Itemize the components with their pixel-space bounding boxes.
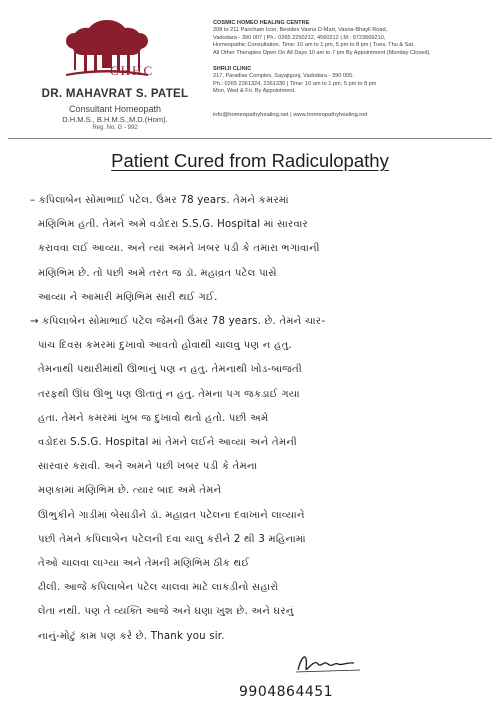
handwritten-line: પછી તેમને કપિલાબેન પટેલની દવા ચાલુ કરીને 2 થી 3 મહિનામાં xyxy=(38,533,306,545)
clinic-timing-line: Mon, Wed & Fri. By Appointment. xyxy=(213,88,296,95)
clinic-address-line: 208 to 211 Pancham Icon, Besides Vasna D-Mart, Vasna-Bhayli Road, xyxy=(213,27,388,34)
clinic-address-line: 217, Paradise Complex, Sayajigunj, Vadodara - 390 005. xyxy=(213,73,354,80)
page-title: Patient Cured from Radiculopathy xyxy=(111,150,389,171)
handwritten-line: લેતા નથી. પણ તે વ્યક્તિ આજે અને ઘણા ખુશ છે. અને ઘરનું xyxy=(38,606,294,618)
letterhead xyxy=(0,0,500,135)
handwritten-line: નાનું-મોટું કામ પણ કરે છે. Thank you sir. xyxy=(38,630,225,642)
handwritten-line: તેઓ ચાલવા લાગ્યા અને તેમની મણિભિમ ઠીક થઈ xyxy=(38,558,250,569)
handwritten-line: આવ્યા ને આમારી મણિભિમ સારી થઈ ગઈ. xyxy=(38,291,218,303)
clinic-address-shriji xyxy=(213,66,493,96)
handwritten-line: તેમનાથી પથારીમાંથી ઊભાનું પણ ન હતુ. તેમનાથી ખોડ-બાજતી xyxy=(38,364,302,376)
handwritten-line: ઢીલી. આજે કપિલાબેન પટેલ ચાલવા માટે લાકડીનો સહારો xyxy=(38,582,279,594)
handwritten-line: મણિભિમ હતી. તેમને અમે વડોદરા S.S.G. Hospital માં સારવાર xyxy=(38,219,309,231)
handwritten-line: મણિભિમ છે. તો પછી અમે તરત જ ડૉ. મહાવ્રત પટેલ પાસે xyxy=(38,267,277,279)
handwritten-line: મણકામાં મણિભિમ છે. ત્યાર બાદ અમે તેમને xyxy=(38,485,222,497)
logo-text: CHHC xyxy=(110,63,155,78)
registration-number: Reg. No. G - 992 xyxy=(92,125,138,131)
handwritten-line: વડોદરા S.S.G. Hospital માં તેમને લઈને આવ્યા અને તેમની xyxy=(38,437,298,448)
handwritten-line: → કપિલાબેન સોમાભાઈ પટેલ જેમની ઉંમર 78 years. છે. તેમને ચાર- xyxy=(30,316,326,327)
handwritten-line: તરફથી ઊંઘ ઊભુ પણ ઊતાતું ન હતુ. તેમના પગ જકડાઈ ગયા xyxy=(38,388,300,400)
handwritten-line: હતા. તેમને કમરમાં ખુબ જ દુખાવો થતો હતો. પછી અમે xyxy=(38,412,269,424)
header-divider xyxy=(8,138,492,139)
handwritten-line: ઊભુકીને ગાડીમાં બેસાડીને ડૉ. મહાવ્રત પટેલના દવાખાને લાવ્યાને xyxy=(38,509,305,521)
tree-logo-icon xyxy=(44,14,170,88)
clinic-phone-line: Ph.: 0265 2361324, 2361330 | Time: 10 am to 1 pm, 5 pm to 8 pm xyxy=(213,80,377,87)
handwritten-line: કરાવવા લઈ આવ્યા. અને ત્યાં અમને ખબર પડી કે તમારા ભગાવાની xyxy=(38,243,320,255)
handwritten-line: – કપિલાબેન સોમાભાઈ પટેલ. ઉંમર 78 years. તેમને કમરમાં xyxy=(30,195,289,206)
doctor-title: Consultant Homeopath xyxy=(68,104,162,114)
clinic-name: COSMIC HOMEO HEALING CENTRE xyxy=(213,20,310,26)
clinic-timing-line: All Other Therapies Open On All Days 10 am to 7 pm By Appointment (Monday Closed). xyxy=(213,49,431,56)
doctor-qualifications: D.H.M.S., B.H.M.S.,M.D.(Hom). xyxy=(62,115,168,124)
clinic-phone-line: Vadodara - 390 007 | Ph.: 0265 2250212, 4560212 | M.: 9723669210, xyxy=(213,34,386,41)
contact-email-website: info@homeopathyhealing.net | www.homeopathyhealing.net xyxy=(213,112,368,118)
signature xyxy=(294,650,364,676)
handwritten-line: સારવાર કરાવી. અને અમને પછી ખબર પડી કે તેમના xyxy=(38,461,258,473)
clinic-name: SHRIJI CLINIC xyxy=(213,66,252,72)
handwritten-line: પાંચ દિવસ કમરમાં દુખાવો આવતો હોવાથી ચાલવુ પણ ન હતુ. xyxy=(38,340,292,352)
clinic-timing-line: Homeopathic Consultation. Time: 10 am to 1 pm, 5 pm to 8 pm | Tues, Thu & Sat. xyxy=(213,42,415,49)
doctor-name: DR. MAHAVRAT S. PATEL xyxy=(41,88,189,100)
clinic-address-cosmic xyxy=(213,20,493,57)
phone-number: 9904864451 xyxy=(239,684,334,700)
